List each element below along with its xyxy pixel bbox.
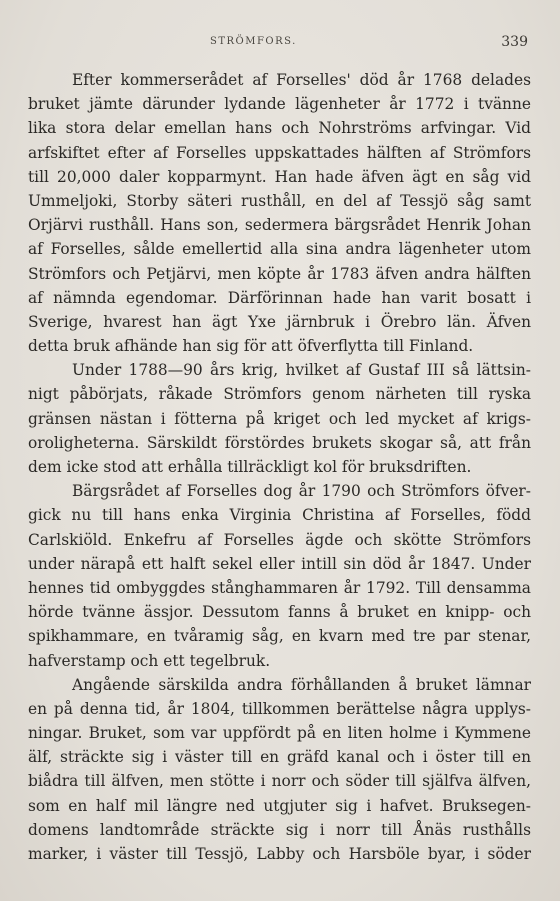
text-line: Ummeljoki, Storby säteri rusthåll, en del af Tessjö såg samt [28,191,531,210]
page-number: 339 [501,34,528,50]
text-line: Sverige, hvarest han ägt Yxe järnbruk i Örebro län. Äfven [28,312,531,331]
text-line: Carlskiöld. Enkefru af Forselles ägde och skötte Strömfors [28,530,531,549]
text-line: som en half mil längre ned utgjuter sig i hafvet. Bruksegen- [28,796,531,815]
text-line: oroligheterna. Särskildt förstördes brukets skogar så, att från [28,433,531,452]
text-line: till 20,000 daler kopparmynt. Han hade äfven ägt en såg vid [28,167,531,186]
text-line: en på denna tid, år 1804, tillkommen berättelse några upplys- [28,699,531,718]
body-text [28,68,531,866]
text-line: af nämnda egendomar. Därförinnan hade han varit bosatt i [28,288,531,307]
text-line: älf, sträckte sig i väster till en gräfd kanal och i öster till en [28,748,531,767]
text-line: Bärgsrådet af Forselles dog år 1790 och Strömfors öfver- [72,482,531,501]
text-line: ningar. Bruket, som var uppfördt på en liten holme i Kymmene [28,724,531,743]
text-line: lika stora delar emellan hans och Nohrströms arfvingar. Vid [28,119,531,138]
text-line: marker, i väster till Tessjö, Labby och Harsböle byar, i söder [28,845,531,863]
text-line: Under 1788—90 års krig, hvilket af Gustaf III så lättsin- [72,361,531,380]
text-line: arfskiftet efter af Forselles uppskattades hälften af Strömfors [28,143,531,162]
text-line: biådra till älfven, men stötte i norr och söder till själfva älfven, [28,772,531,791]
text-line: Efter kommerserådet af Forselles' död år 1768 delades [72,71,531,89]
text-line: gränsen nästan i fötterna på kriget och led mycket af krigs- [28,409,531,428]
text-line: nigt påbörjats, råkade Strömfors genom närheten till ryska [28,385,531,404]
text-line: bruket jämte därunder lydande lägenheter år 1772 i tvänne [28,95,531,114]
text-line: under närapå ett halft sekel eller intill sin död år 1847. Under [28,554,531,573]
text-line: hennes tid ombyggdes stånghammaren år 1792. Till densamma [28,578,531,597]
text-line: domens landtområde sträckte sig i norr till Ånäs rusthålls [28,820,531,839]
text-line: dem icke stod att erhålla tillräckligt kol för bruksdriften. [28,458,472,476]
running-title: STRÖMFORS. [210,36,297,47]
text-line: Orjärvi rusthåll. Hans son, sedermera bärgsrådet Henrik Johan [28,216,531,235]
text-line: hörde tvänne ässjor. Dessutom fanns å bruket en knipp- och [28,603,531,622]
text-line: Angående särskilda andra förhållanden å bruket lämnar [72,675,531,694]
text-line: detta bruk afhände han sig för att öfverflytta till Finland. [28,337,474,356]
text-line: af Forselles, sålde emellertid alla sina andra lägenheter utom [28,240,531,259]
text-line: spikhammare, en tvåramig såg, en kvarn med tre par stenar, [28,627,531,646]
text-line: gick nu till hans enka Virginia Christina af Forselles, född [28,506,531,525]
text-line: hafverstamp och ett tegelbruk. [28,651,271,670]
text-line: Strömfors och Petjärvi, men köpte år 1783 äfven andra hälften [28,264,531,283]
